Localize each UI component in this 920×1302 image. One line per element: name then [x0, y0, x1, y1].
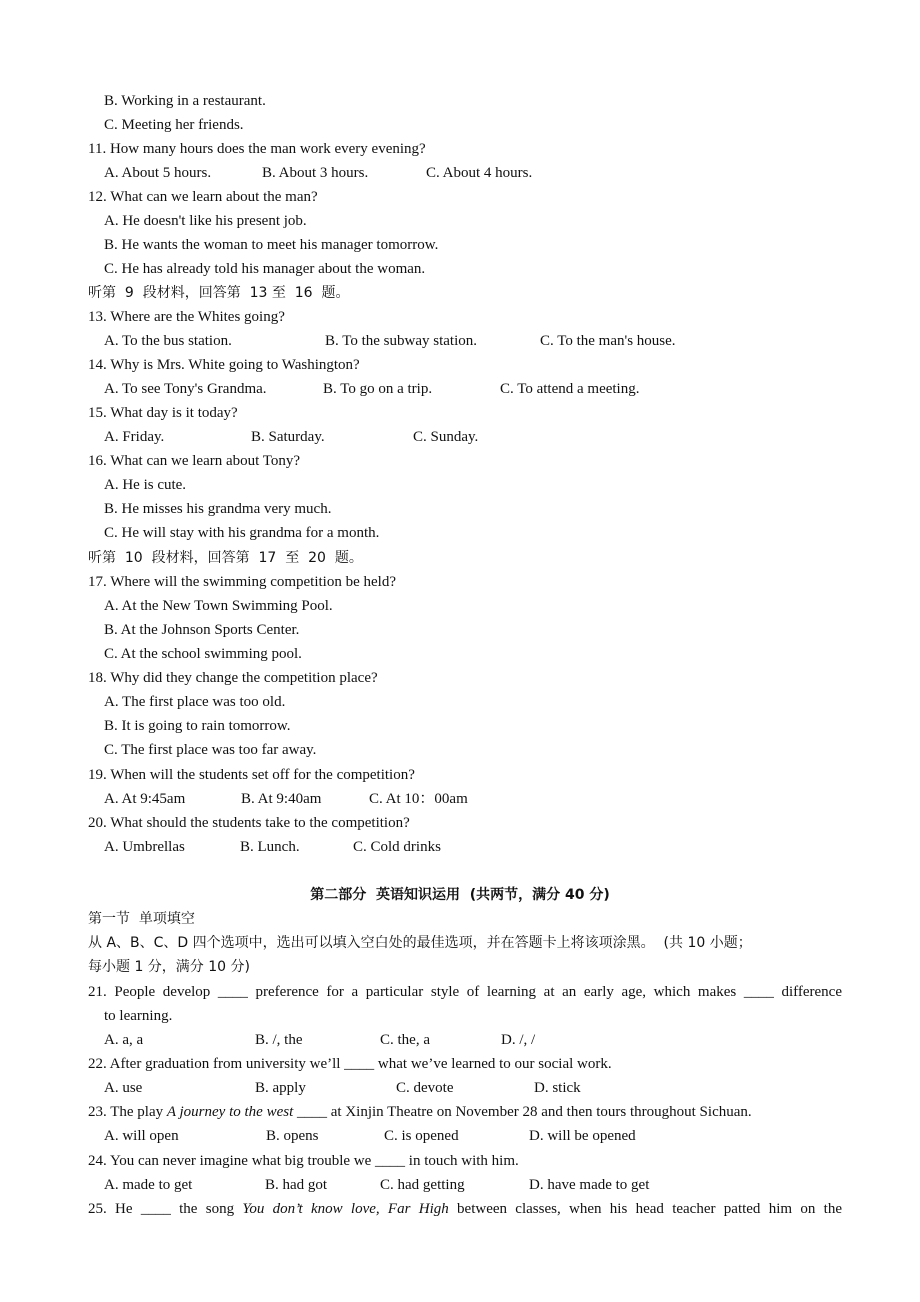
q21-option-d: D. /, / [501, 1032, 536, 1048]
section-instruction-9: 听第 9 段材料，回答第 13 至 16 题。 [88, 285, 350, 301]
q15-option-c: C. Sunday. [413, 429, 479, 445]
question-15: 15. What day is it today? [88, 405, 238, 421]
q11-option-c: C. About 4 hours. [426, 165, 533, 181]
question-12: 12. What can we learn about the man? [88, 189, 318, 205]
question-16: 16. What can we learn about Tony? [88, 453, 301, 469]
q23-text-start: 23. The play [88, 1104, 167, 1120]
q11-option-a: A. About 5 hours. [104, 165, 212, 181]
q16-option-b: B. He misses his grandma very much. [104, 501, 332, 517]
q21-option-c: C. the, a [380, 1032, 430, 1048]
q16-option-a: A. He is cute. [104, 477, 187, 493]
q17-option-c: C. At the school swimming pool. [104, 646, 302, 662]
q14-option-b: B. To go on a trip. [323, 381, 433, 397]
q19-option-a: A. At 9:45am [104, 791, 186, 807]
q13-option-c: C. To the man's house. [540, 333, 676, 349]
q25-song-title: You don’t know love, Far High [242, 1201, 449, 1217]
q14-option-a: A. To see Tony's Grandma. [104, 381, 267, 397]
q17-option-b: B. At the Johnson Sports Center. [104, 622, 300, 638]
section-instruction-10: 听第 10 段材料，回答第 17 至 20 题。 [88, 550, 363, 566]
instruction-line-1: 从 A、B、C、D 四个选项中，选出可以填入空白处的最佳选项，并在答题卡上将该项涂黑。 (共 10 小题； [88, 935, 752, 951]
q14-option-c: C. To attend a meeting. [500, 381, 640, 397]
q24-option-b: B. had got [265, 1177, 328, 1193]
q16-option-c: C. He will stay with his grandma for a month. [104, 525, 380, 541]
q15-option-a: A. Friday. [104, 429, 165, 445]
part-two-heading: 第二部分 英语知识运用 (共两节，满分 40 分) [310, 887, 610, 903]
q20-option-a: A. Umbrellas [104, 839, 185, 855]
q24-option-a: A. made to get [104, 1177, 193, 1193]
q22-option-a: A. use [104, 1080, 143, 1096]
q23-option-b: B. opens [266, 1128, 319, 1144]
question-17: 17. Where will the swimming competition be held? [88, 574, 396, 590]
q12-option-c: C. He has already told his manager about the woman. [104, 261, 426, 277]
q17-option-a: A. At the New Town Swimming Pool. [104, 598, 333, 614]
q19-option-c: C. At 10：00am [369, 791, 468, 807]
q23-option-a: A. will open [104, 1128, 179, 1144]
question-20: 20. What should the students take to the competition? [88, 815, 410, 831]
q12-option-a: A. He doesn't like his present job. [104, 213, 307, 229]
q23-text-end: ____ at Xinjin Theatre on November 28 and then tours throughout Sichuan. [293, 1104, 752, 1120]
question-13: 13. Where are the Whites going? [88, 309, 285, 325]
q24-option-c: C. had getting [380, 1177, 465, 1193]
section-one-heading: 第一节 单项填空 [88, 911, 195, 927]
q23-option-d: D. will be opened [529, 1128, 636, 1144]
q22-option-b: B. apply [255, 1080, 306, 1096]
question-22: 22. After graduation from university we’ll ____ what we’ve learned to our social work. [88, 1056, 612, 1072]
instruction-line-2: 每小题 1 分，满分 10 分) [88, 959, 250, 975]
q25-text-start: 25. He ____ the song [88, 1201, 243, 1217]
q11-option-b: B. About 3 hours. [262, 165, 369, 181]
question-14: 14. Why is Mrs. White going to Washington? [88, 357, 360, 373]
question-18: 18. Why did they change the competition place? [88, 670, 378, 686]
question-24: 24. You can never imagine what big trouble we ____ in touch with him. [88, 1153, 519, 1169]
question-19: 19. When will the students set off for the competition? [88, 767, 415, 783]
q24-option-d: D. have made to get [529, 1177, 650, 1193]
option-line: B. Working in a restaurant. [104, 93, 266, 109]
question-25 [88, 1199, 842, 1219]
q15-option-b: B. Saturday. [251, 429, 325, 445]
q18-option-a: A. The first place was too old. [104, 694, 286, 710]
question-21: 21. People develop ____ preference for a particular style of learning at an early age, which makes ____ difference [88, 984, 842, 1000]
q18-option-c: C. The first place was too far away. [104, 742, 317, 758]
q23-play-title: A journey to the west [166, 1104, 294, 1120]
q22-option-c: C. devote [396, 1080, 454, 1096]
q18-option-b: B. It is going to rain tomorrow. [104, 718, 291, 734]
q22-option-d: D. stick [534, 1080, 581, 1096]
q19-option-b: B. At 9:40am [241, 791, 322, 807]
q21-option-a: A. a, a [104, 1032, 144, 1048]
q13-option-b: B. To the subway station. [325, 333, 477, 349]
q20-option-b: B. Lunch. [240, 839, 300, 855]
q21-option-b: B. /, the [255, 1032, 303, 1048]
q20-option-c: C. Cold drinks [353, 839, 441, 855]
q13-option-a: A. To the bus station. [104, 333, 232, 349]
question-21-continued: to learning. [104, 1008, 173, 1024]
q12-option-b: B. He wants the woman to meet his manager tomorrow. [104, 237, 439, 253]
question-23 [88, 1102, 752, 1122]
q23-option-c: C. is opened [384, 1128, 459, 1144]
q25-text-end: between classes, when his head teacher patted him on the [448, 1201, 842, 1217]
option-line: C. Meeting her friends. [104, 117, 244, 133]
question-11: 11. How many hours does the man work every evening? [88, 141, 426, 157]
